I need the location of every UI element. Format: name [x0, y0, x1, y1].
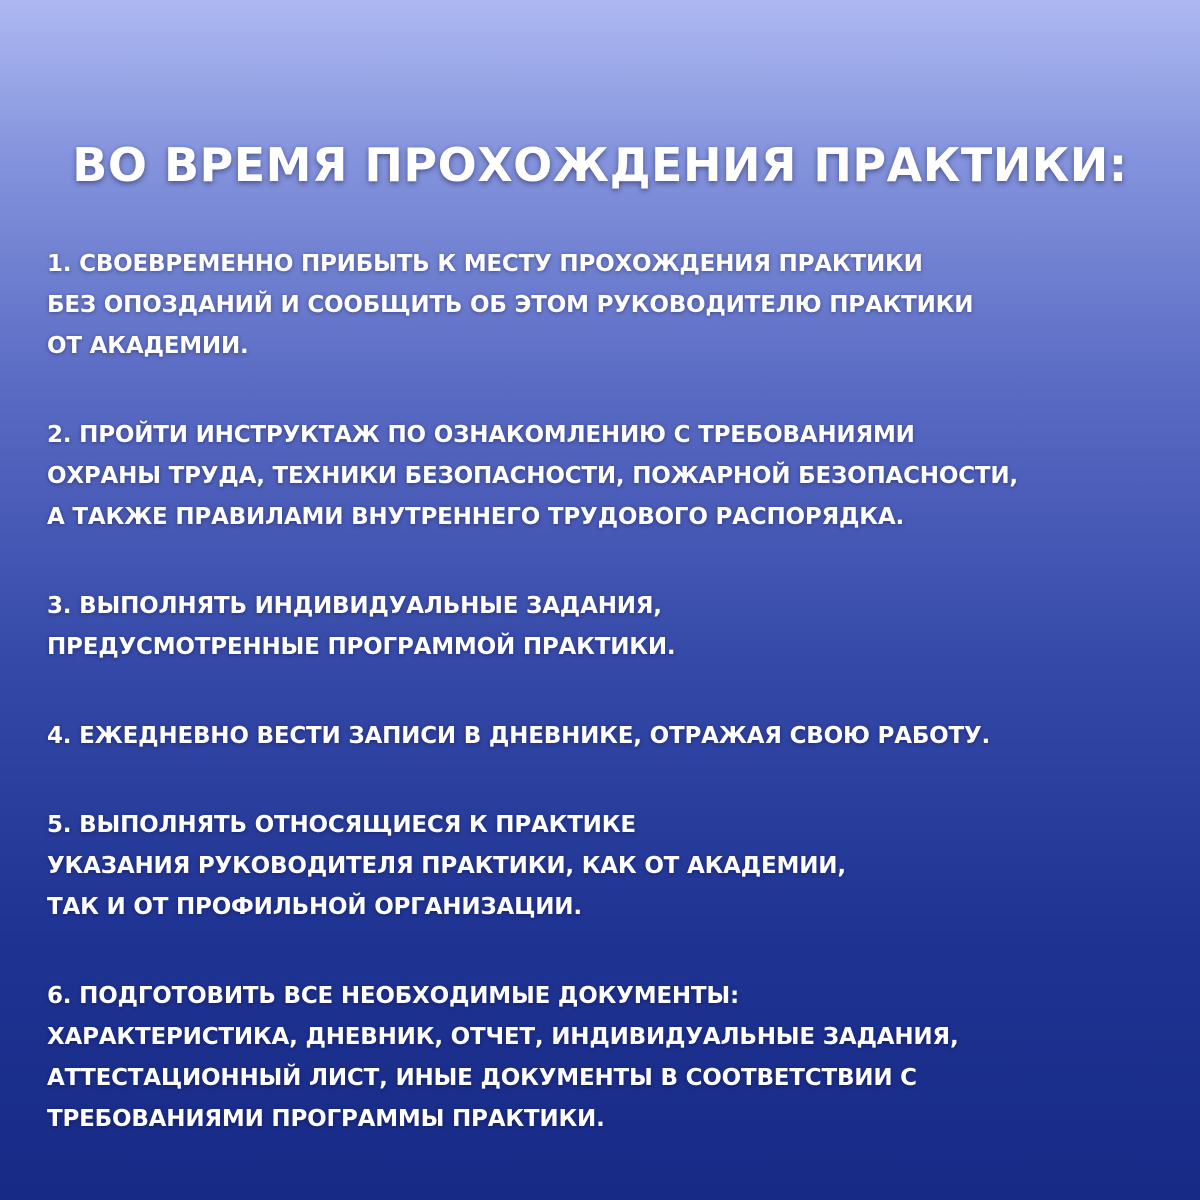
- list-item-line: 5. ВЫПОЛНЯТЬ ОТНОСЯЩИЕСЯ К ПРАКТИКЕ: [47, 812, 636, 838]
- list-item-line: ТРЕБОВАНИЯМИ ПРОГРАММЫ ПРАКТИКИ.: [47, 1106, 605, 1132]
- list-item-line: А ТАКЖЕ ПРАВИЛАМИ ВНУТРЕННЕГО ТРУДОВОГО РАСПОРЯДКА.: [47, 504, 905, 530]
- list-item: [47, 976, 1167, 1140]
- list-item-line: ОХРАНЫ ТРУДА, ТЕХНИКИ БЕЗОПАСНОСТИ, ПОЖАРНОЙ БЕЗОПАСНОСТИ,: [47, 463, 1018, 489]
- list-item-line: 4. ЕЖЕДНЕВНО ВЕСТИ ЗАПИСИ В ДНЕВНИКЕ, ОТРАЖАЯ СВОЮ РАБОТУ.: [47, 723, 991, 749]
- list-item: [47, 244, 1167, 367]
- list-item-line: ОТ АКАДЕМИИ.: [47, 333, 249, 359]
- page-title: ВО ВРЕМЯ ПРОХОЖДЕНИЯ ПРАКТИКИ:: [72, 138, 1128, 192]
- list-item: [47, 805, 1167, 928]
- list-item-line: ТАК И ОТ ПРОФИЛЬНОЙ ОРГАНИЗАЦИИ.: [47, 894, 582, 920]
- rules-list: [47, 244, 1167, 1188]
- list-item-line: 2. ПРОЙТИ ИНСТРУКТАЖ ПО ОЗНАКОМЛЕНИЮ С ТРЕБОВАНИЯМИ: [47, 422, 915, 448]
- list-item-line: ПРЕДУСМОТРЕННЫЕ ПРОГРАММОЙ ПРАКТИКИ.: [47, 634, 676, 660]
- list-item-line: ХАРАКТЕРИСТИКА, ДНЕВНИК, ОТЧЕТ, ИНДИВИДУАЛЬНЫЕ ЗАДАНИЯ,: [47, 1024, 959, 1050]
- list-item-line: УКАЗАНИЯ РУКОВОДИТЕЛЯ ПРАКТИКИ, КАК ОТ АКАДЕМИИ,: [47, 853, 846, 879]
- list-item-line: БЕЗ ОПОЗДАНИЙ И СООБЩИТЬ ОБ ЭТОМ РУКОВОДИТЕЛЮ ПРАКТИКИ: [47, 292, 974, 318]
- list-item: [47, 586, 1167, 668]
- list-item-line: 3. ВЫПОЛНЯТЬ ИНДИВИДУАЛЬНЫЕ ЗАДАНИЯ,: [47, 593, 662, 619]
- list-item-line: АТТЕСТАЦИОННЫЙ ЛИСТ, ИНЫЕ ДОКУМЕНТЫ В СООТВЕТСТВИИ С: [47, 1065, 917, 1091]
- list-item: [47, 415, 1167, 538]
- list-item-line: 1. СВОЕВРЕМЕННО ПРИБЫТЬ К МЕСТУ ПРОХОЖДЕНИЯ ПРАКТИКИ: [47, 251, 923, 277]
- list-item: [47, 716, 1167, 757]
- list-item-line: 6. ПОДГОТОВИТЬ ВСЕ НЕОБХОДИМЫЕ ДОКУМЕНТЫ:: [47, 983, 740, 1009]
